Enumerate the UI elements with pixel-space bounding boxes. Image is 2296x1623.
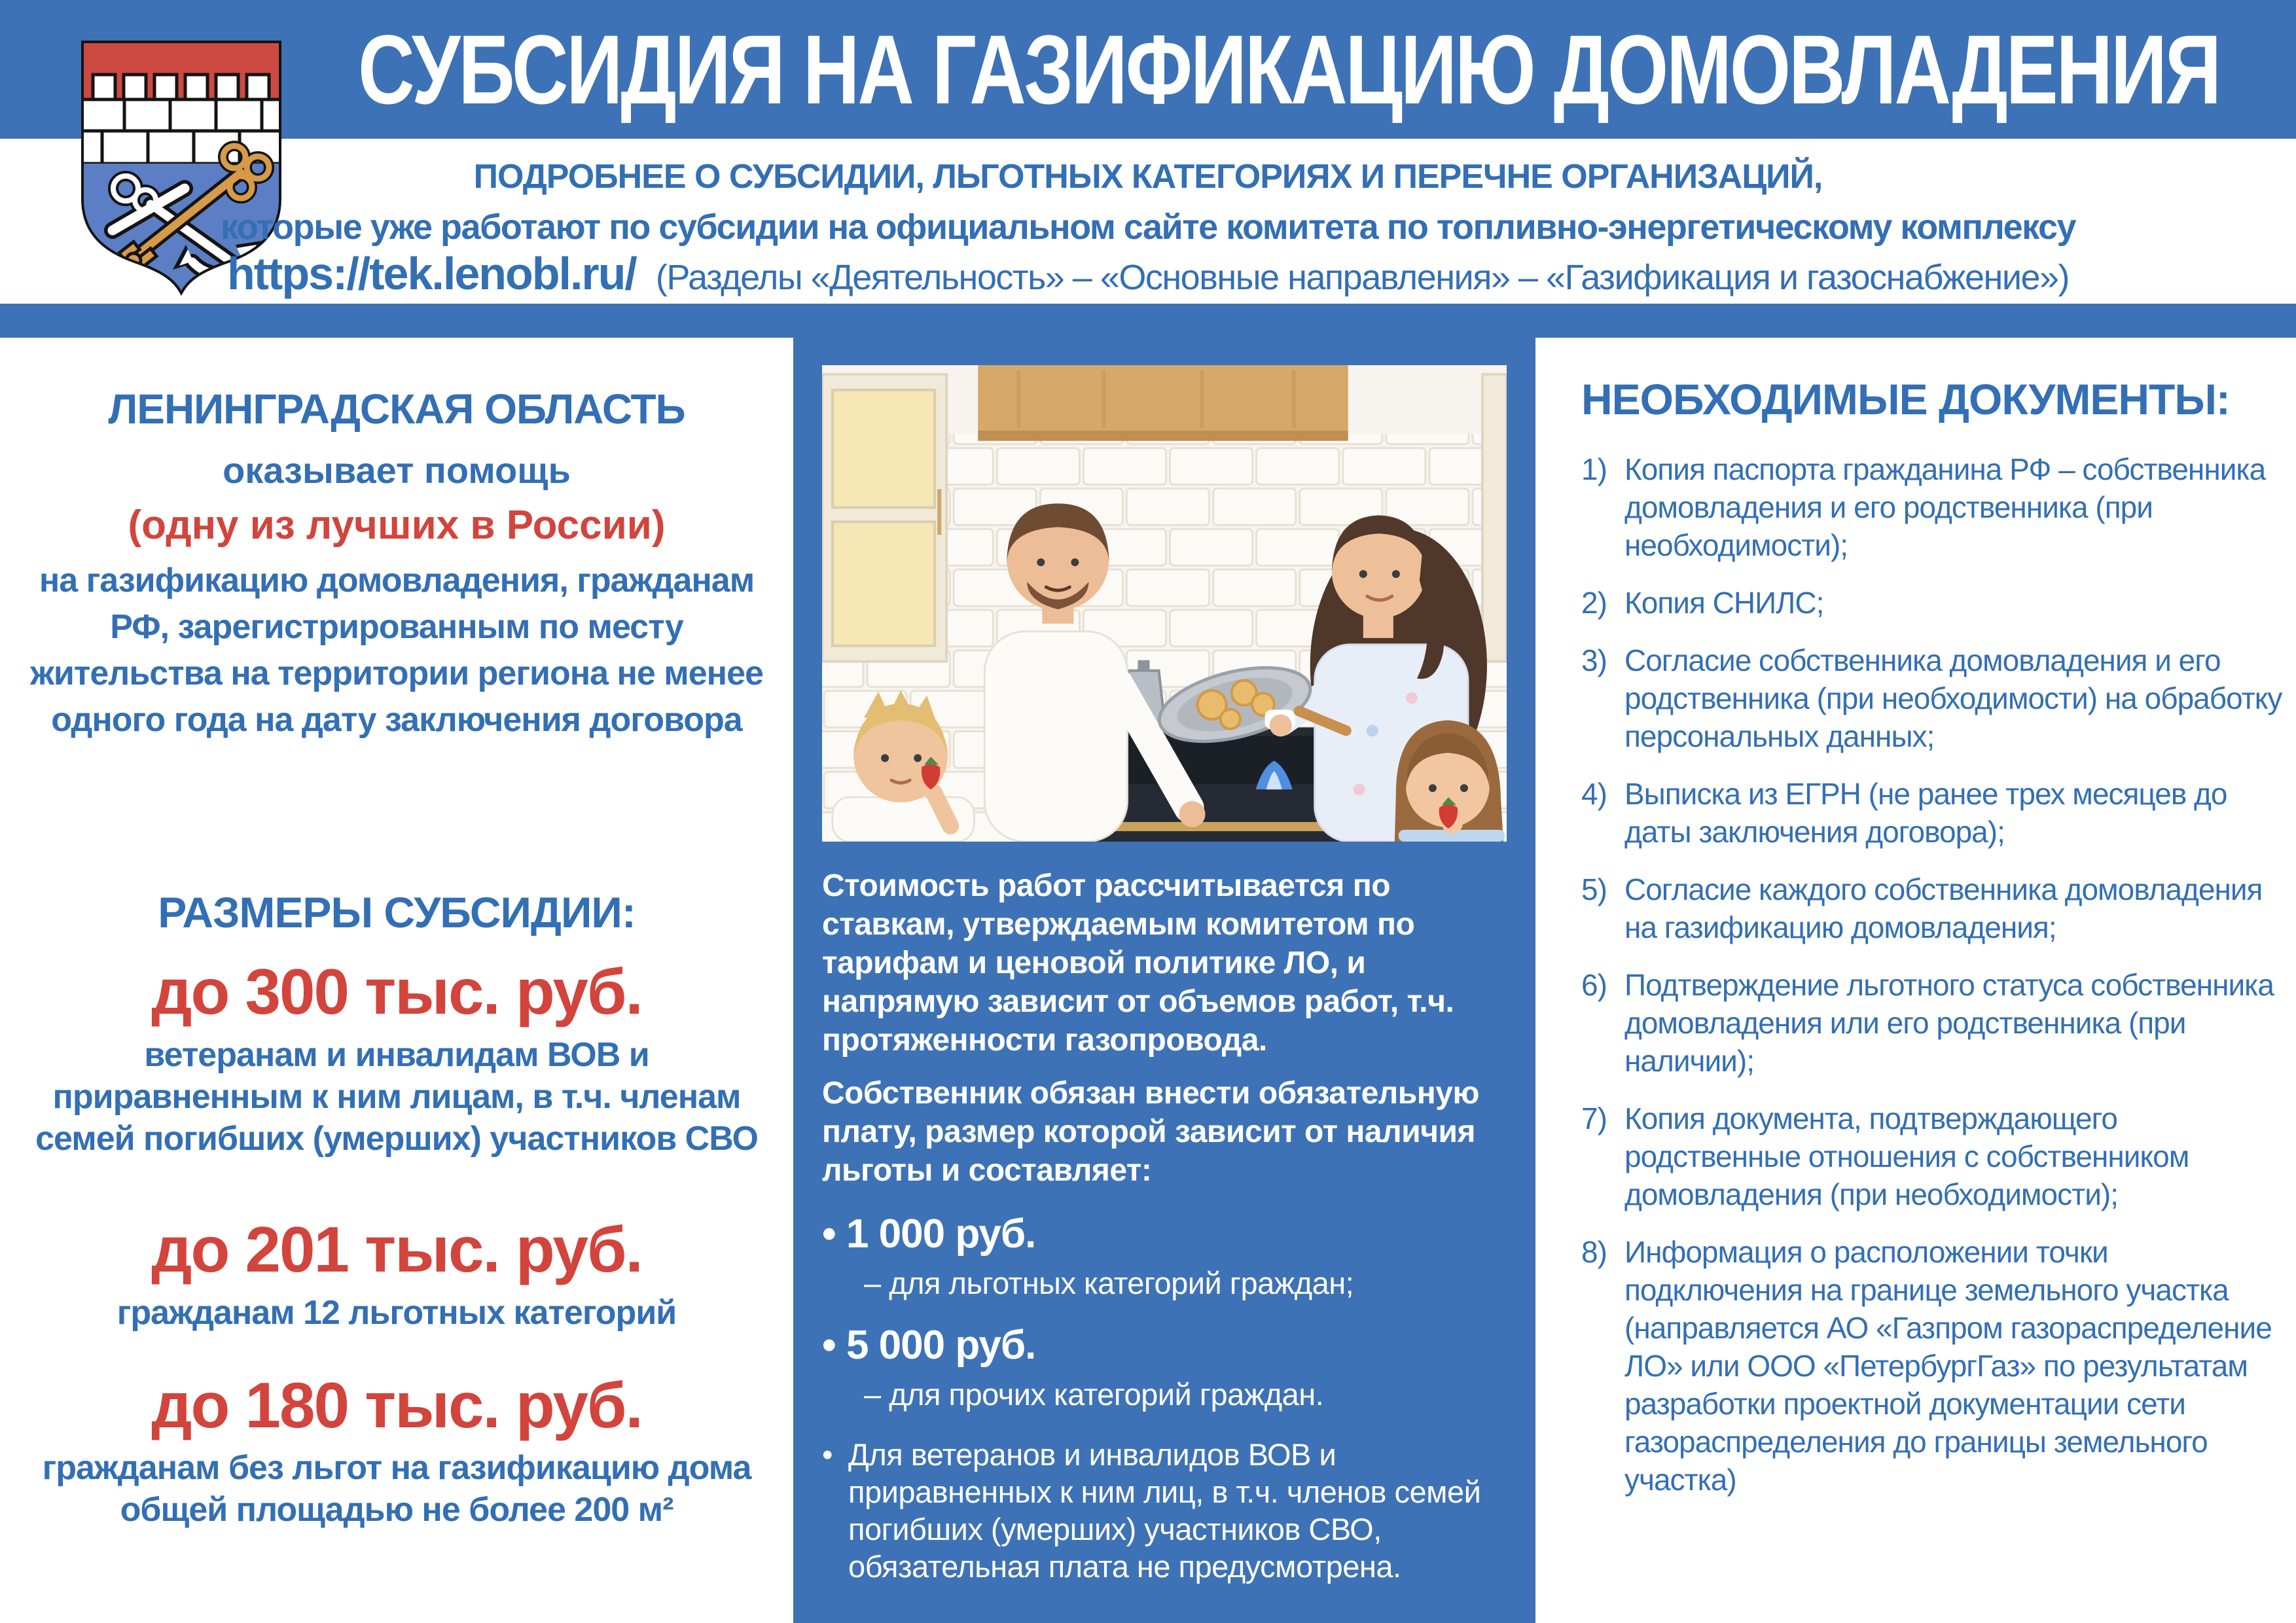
tier-desc: гражданам без льгот на газификацию дома общей площадью не более 200 м² [42,1449,751,1529]
intro-line-2: которые уже работают по субсидии на официальном сайте комитета по топливно-энергетическому комплексу [220,207,2076,247]
list-item [1581,870,2286,946]
list-item [1581,775,2286,851]
tier-amount: до 300 тыс. руб. [151,955,642,1027]
region-paragraph: на газификацию домовладения, гражданам РФ, зарегистрированным по месту жительства на территории региона не менее одного года на дату заключения договора [30,562,763,739]
bullet-icon: • [822,1211,836,1257]
item-number: 4) [1581,777,1607,811]
item-number: 7) [1581,1101,1607,1135]
veterans-note-text: Для ветеранов и инвалидов ВОВ и приравненных к ним лиц, в т.ч. членов семей погибших (умерших) участников СВО, обязательная плата не предусмотрена. [848,1437,1481,1584]
intro-line-3 [0,247,2296,300]
region-best-text: (одну из лучших в России) [128,503,666,548]
cost-paragraph: Стоимость работ рассчитывается по ставкам, утверждаемым комитетом по тарифам и ценовой политике ЛО, и напрямую зависит от объемов работ, т.ч. протяженности газопровода. [822,868,1454,1058]
subsidy-tier [17,957,776,1160]
family-kitchen-photo [822,365,1507,842]
item-text: Копия документа, подтверждающего родственные отношения с собственником домовладения (при необходимости); [1624,1101,2189,1211]
divider-bar [0,304,2296,338]
right-column [1535,338,2296,1518]
site-url-link[interactable]: https://tek.lenobl.ru/ [226,248,636,299]
subsidy-sizes-title: РАЗМЕРЫ СУБСИДИИ: [158,888,636,936]
item-number: 6) [1581,968,1607,1002]
middle-panel [793,338,1535,1623]
item-number: 2) [1581,586,1607,620]
item-text: Подтверждение льготного статуса собственника домовладения или его родственника (при наличии); [1624,968,2274,1078]
fee-amount [822,1322,1507,1368]
fee-item [822,1322,1507,1412]
subsidy-tier [17,1370,776,1531]
fee-amount-value: 1 000 руб. [846,1211,1036,1257]
page-title: СУБСИДИЯ НА ГАЗИФИКАЦИЮ ДОМОВЛАДЕНИЯ [357,14,2220,124]
documents-title: НЕОБХОДИМЫЕ ДОКУМЕНТЫ: [1581,375,2230,423]
middle-panel-text [793,866,1535,1585]
list-item [1581,1099,2286,1213]
item-text: Информация о расположении точки подключения на границе земельного участка (направляется АО «Газпром газораспределение ЛО» или ООО «ПетербургГаз» по результатам разработки проектной документации сети газораспределения до границы земельного участка) [1624,1235,2272,1497]
item-text: Копия паспорта гражданина РФ – собственника домовладения и его родственника (при необходимости); [1624,452,2266,562]
tier-amount: до 180 тыс. руб. [151,1368,642,1441]
item-number: 1) [1581,452,1607,486]
subsidy-tier [17,1215,776,1334]
tier-desc: ветеранам и инвалидам ВОВ и приравненным к ним лицам, в т.ч. членам семей погибших (умерших) участников СВО [35,1035,758,1158]
tier-desc: гражданам 12 льготных категорий [117,1293,677,1332]
tier-amount: до 201 тыс. руб. [151,1213,642,1285]
documents-list [1581,450,2286,1499]
region-help-text: оказывает помощь [223,450,571,491]
list-item [1581,641,2286,755]
list-item [1581,450,2286,564]
fee-amount [822,1211,1507,1257]
list-item [1581,966,2286,1080]
item-text: Согласие каждого собственника домовладения на газификацию домовладения; [1624,872,2263,944]
region-title: ЛЕНИНГРАДСКАЯ ОБЛАСТЬ [108,385,685,433]
item-text: Согласие собственника домовладения и его родственника (при необходимости) на обработку персональных данных; [1624,643,2282,753]
veterans-note [822,1436,1507,1585]
list-item [1581,1233,2286,1499]
bullet-icon: • [822,1437,833,1472]
left-column [0,338,793,1531]
site-url-note: (Разделы «Деятельность» – «Основные направления» – «Газификация и газоснабжение») [655,258,2070,297]
bullet-icon: • [822,1323,836,1368]
item-text: Копия СНИЛС; [1624,586,1824,620]
fee-desc: – для прочих категорий граждан. [864,1377,1324,1412]
item-number: 5) [1581,872,1607,906]
owner-payment-paragraph: Собственник обязан внести обязательную плату, размер которой зависит от наличия льготы и составляет: [822,1076,1479,1188]
intro-line-1: ПОДРОБНЕЕ О СУБСИДИИ, ЛЬГОТНЫХ КАТЕГОРИЯХ И ПЕРЕЧНЕ ОРГАНИЗАЦИЙ, [473,158,1823,196]
fee-amount-value: 5 000 руб. [846,1323,1036,1368]
item-text: Выписка из ЕГРН (не ранее трех месяцев до даты заключения договора); [1624,777,2227,849]
list-item [1581,584,2286,622]
item-number: 8) [1581,1235,1607,1269]
fee-item [822,1211,1507,1301]
item-number: 3) [1581,643,1607,677]
fee-desc: – для льготных категорий граждан; [864,1266,1354,1300]
